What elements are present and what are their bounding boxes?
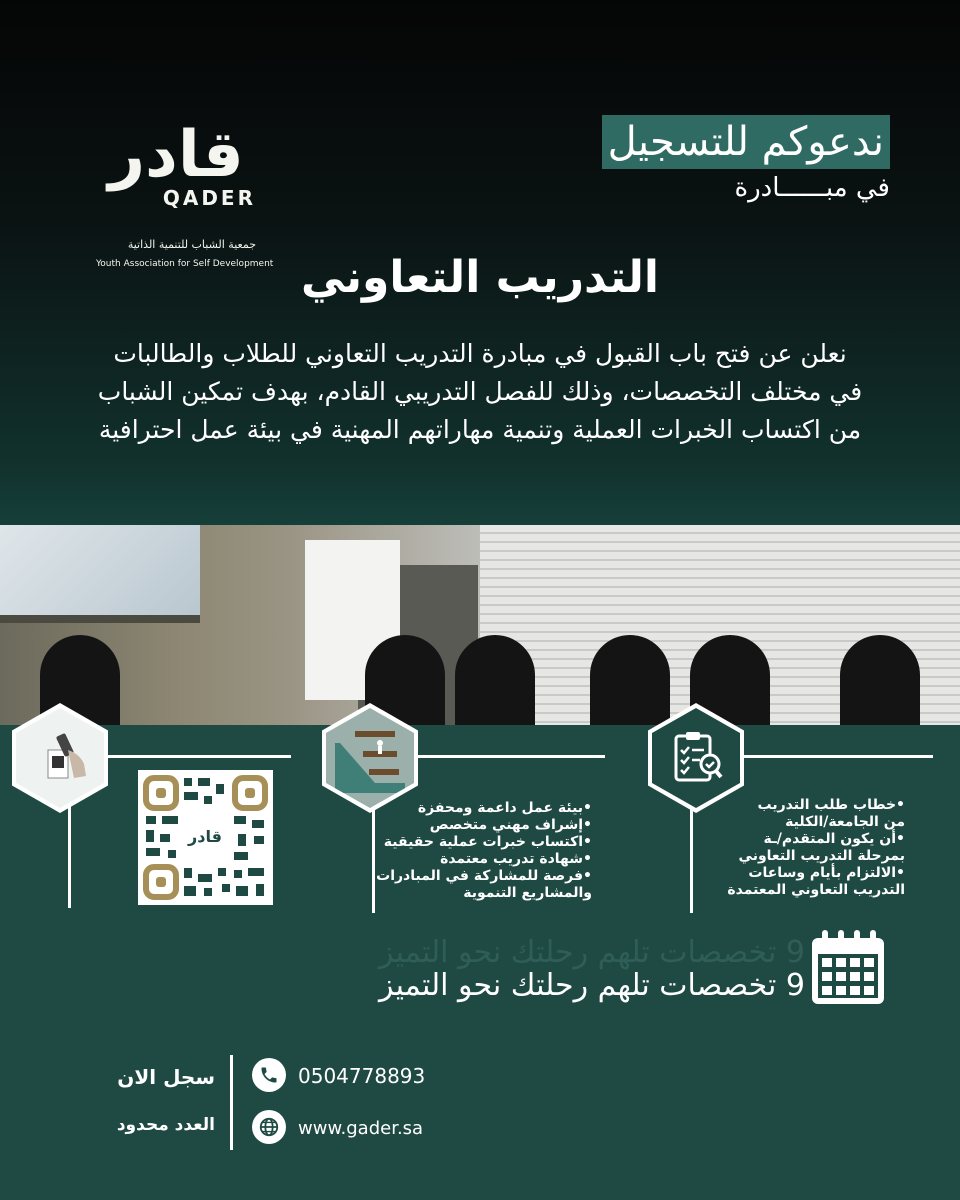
- announcement-text: نعلن عن فتح باب القبول في مبادرة التدريب التعاوني للطلاب والطالبات في مختلف التخصصات، وذلك للفصل التدريبي القادم، بهدف تمكين الشباب من اكتساب الخبرات العملية وتنمية مهاراتهم المهنية في بيئة عمل احترافية: [97, 339, 863, 444]
- checklist-icon: [668, 730, 724, 786]
- requirement-item: •أن يكون المتقدم/ـة: [763, 831, 905, 847]
- mobile-scan-icon: [30, 728, 90, 788]
- globe-icon: [252, 1110, 286, 1144]
- trainee-figure: [590, 635, 670, 725]
- benefit-item: •اكتساب خبرات عملية حقيقية: [383, 834, 592, 850]
- phone-number[interactable]: 0504778893: [298, 1064, 426, 1088]
- specializations-shadow: 9 تخصصات تلهم رحلتك نحو التميز: [379, 935, 805, 970]
- specializations-text: 9 تخصصات تلهم رحلتك نحو التميز: [379, 968, 805, 1003]
- requirement-item: •خطاب طلب التدريب: [757, 797, 905, 813]
- trainee-figure: [455, 635, 535, 725]
- benefit-item: •بيئة عمل داعمة ومحفزة: [417, 800, 592, 816]
- svg-text:قادر: قادر: [188, 827, 222, 846]
- qr-code[interactable]: [138, 770, 273, 905]
- path-steps-icon: [335, 723, 405, 793]
- requirement-item: •الالتزام بأيام وساعات: [748, 865, 905, 881]
- logo-latin: QADER: [162, 186, 256, 210]
- requirement-item: التدريب التعاوني المعتمدة: [727, 882, 905, 898]
- logo-mark: قادر: [108, 118, 244, 192]
- qr-code-icon: [138, 770, 273, 905]
- requirements-list: [727, 797, 905, 899]
- requirement-item: بمرحلة التدريب التعاوني: [738, 848, 905, 864]
- invite-block: [602, 115, 890, 203]
- logo-arabic-name: جمعية الشباب للتنمية الذاتية: [127, 238, 256, 251]
- benefit-item: •شهادة تدريب معتمدة: [440, 851, 592, 867]
- presentation-screen: [0, 525, 200, 623]
- phone-icon: [252, 1058, 286, 1092]
- qader-logo: [96, 118, 274, 269]
- invite-headline: ندعوكم للتسجيل: [602, 115, 890, 169]
- trainee-figure: [840, 635, 920, 725]
- page-title: التدريب التعاوني: [300, 252, 660, 303]
- limited-seats-label: العدد محدود: [116, 1115, 215, 1135]
- footer-divider: [230, 1055, 233, 1150]
- training-photo: [0, 525, 960, 725]
- logo-english-name: Youth Association for Self Development: [96, 259, 274, 269]
- website-link[interactable]: www.gader.sa: [298, 1118, 424, 1139]
- calendar-icon: [808, 928, 888, 1008]
- benefit-item: •إشراف مهني متخصص: [429, 817, 592, 833]
- benefit-item: •فرصة للمشاركة في المبادرات: [376, 868, 592, 884]
- register-now-button[interactable]: سجل الان: [117, 1065, 215, 1089]
- requirement-item: من الجامعة/الكلية: [785, 814, 905, 830]
- invite-sub: في مبــــــادرة: [734, 173, 890, 203]
- benefit-item: والمشاريع التنموية: [463, 885, 592, 901]
- benefits-list: [376, 800, 592, 902]
